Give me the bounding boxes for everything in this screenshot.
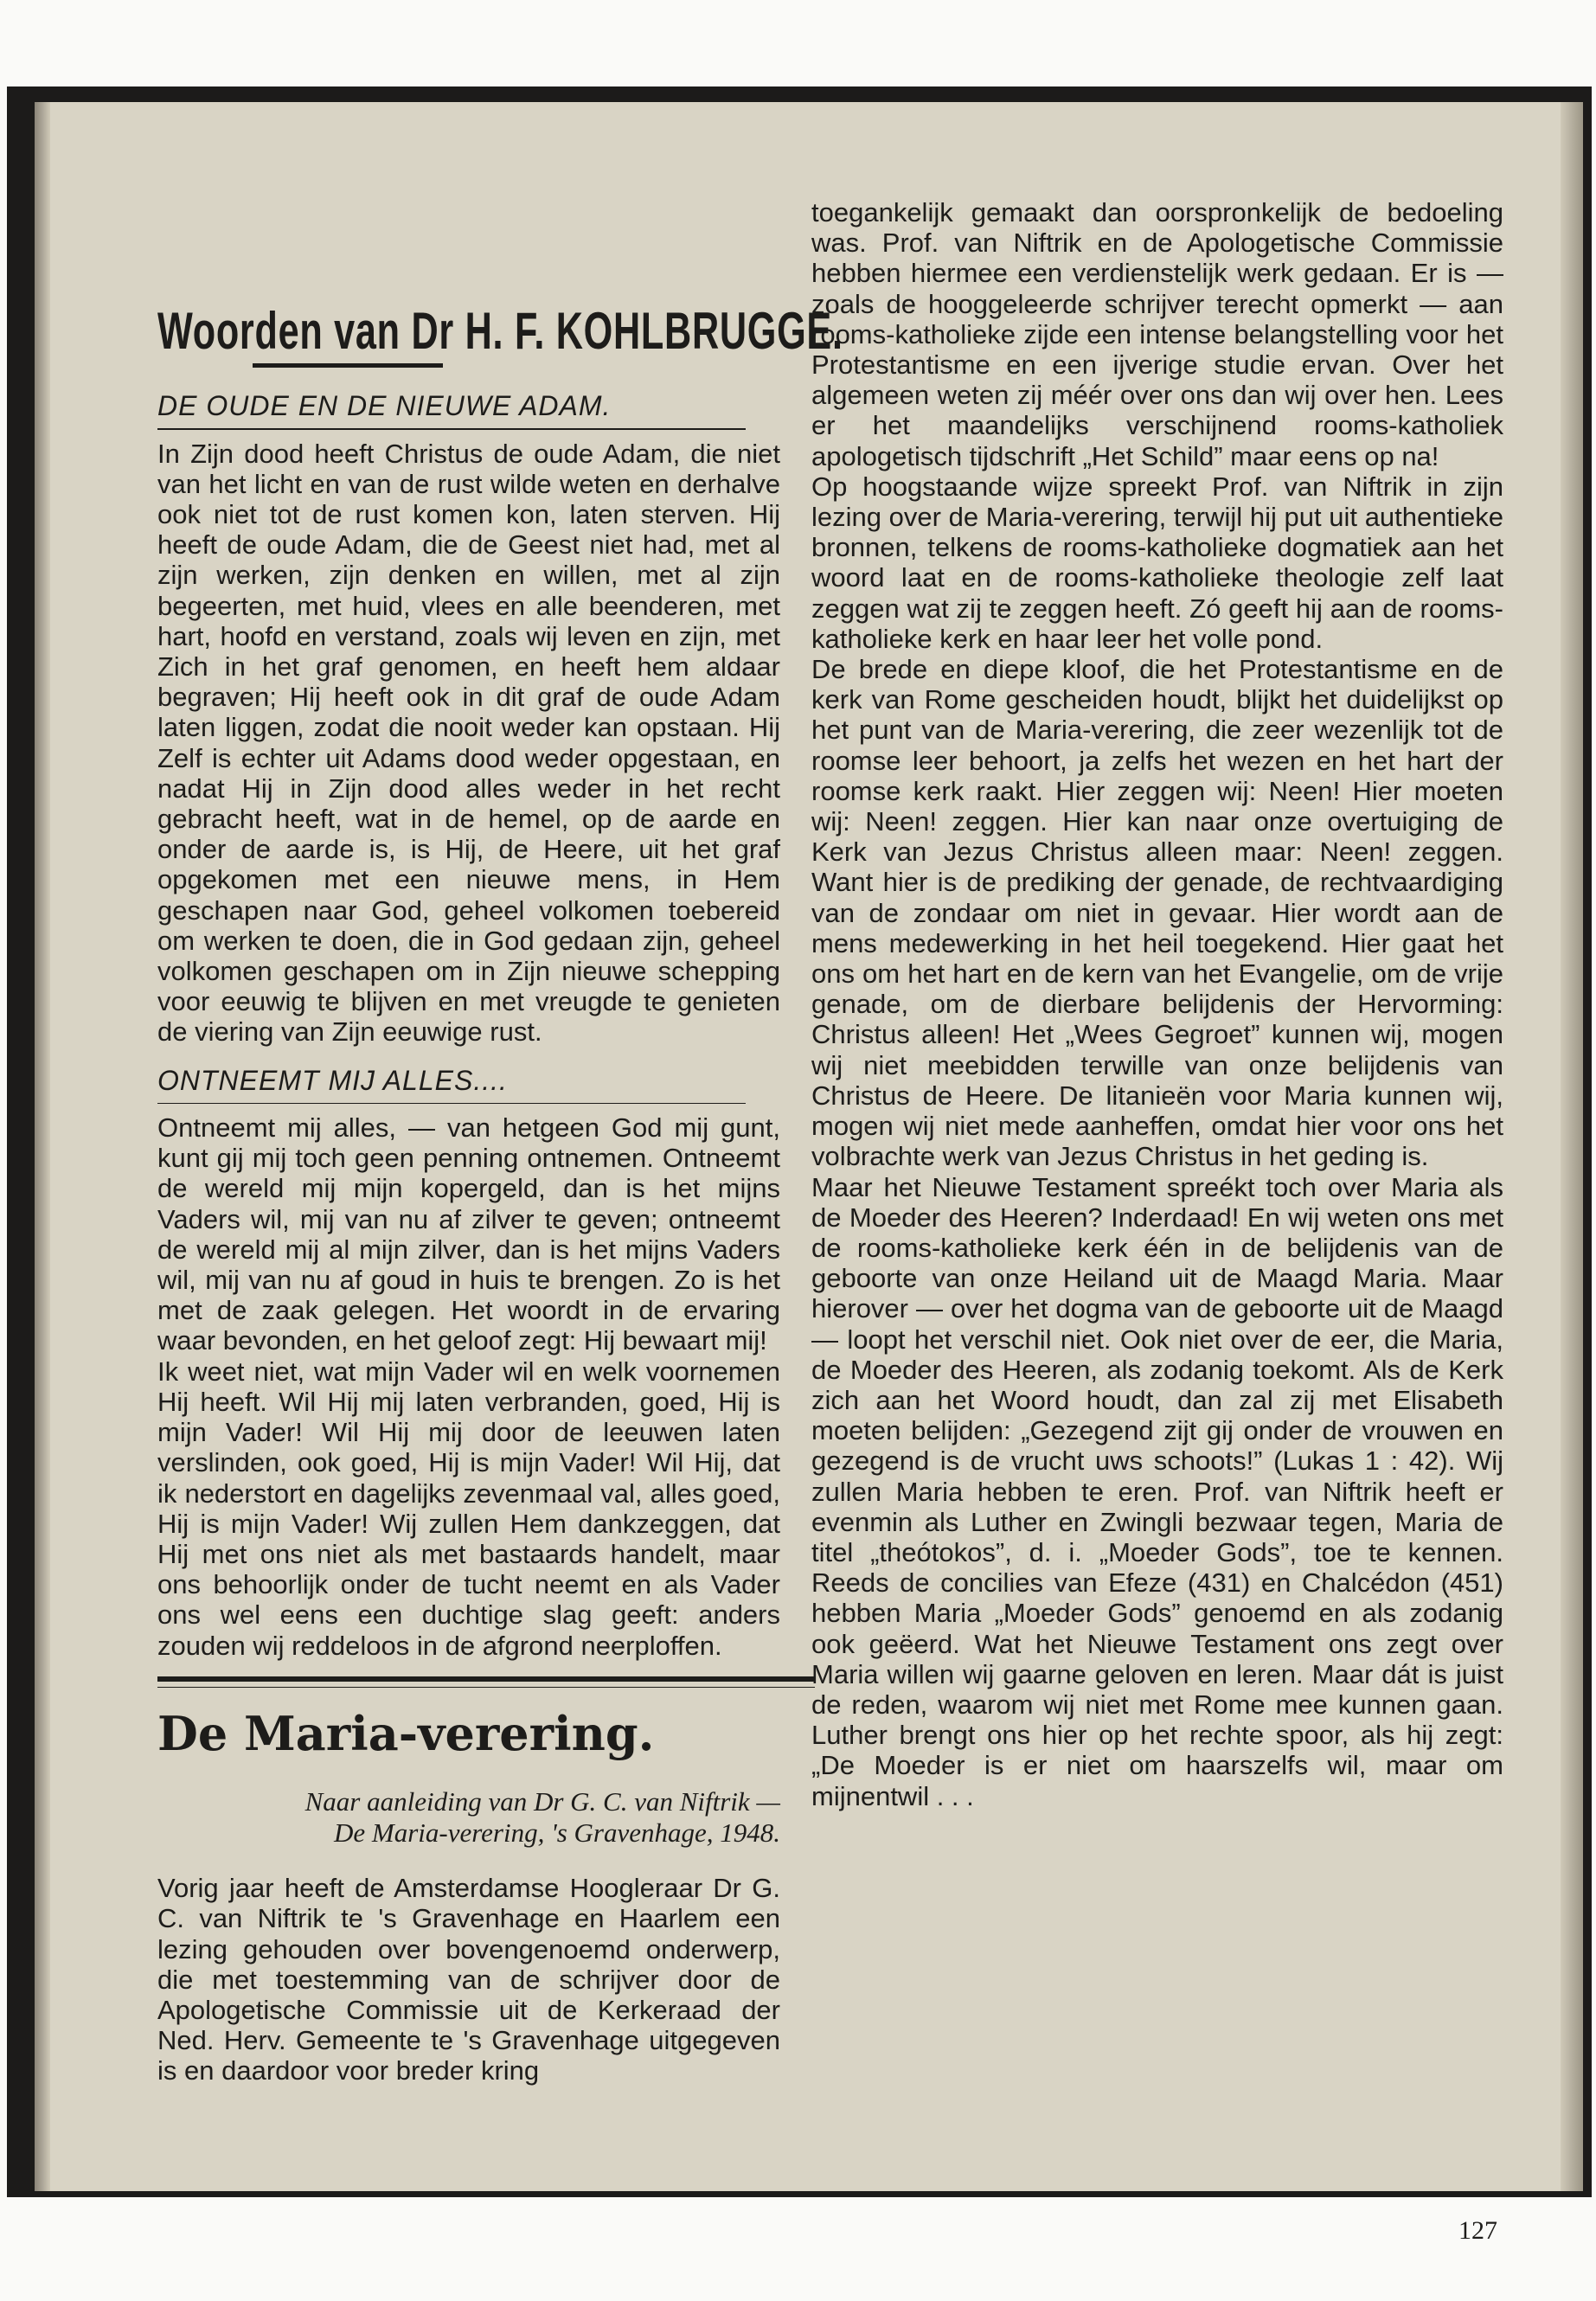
page-spine	[35, 102, 50, 2191]
page-edge	[1561, 102, 1583, 2191]
paragraph-ontneemt-1: Ontneemt mij alles, — van hetgeen God mij gunt, kunt gij mij toch geen penning ontnemen. Ontneemt de wereld mij mijn kopergeld, dan is het mijns Vaders wil, mij van nu af zilver te geven; ontneemt de wereld mij al mijn zilver, dan is het mijns Vaders wil, mij van nu af goud in huis te brengen. Zo is het met de zaak gelegen. Het woordt in de ervaring waar bevonden, en het geloof zegt: Hij bewaart mij!	[157, 1112, 780, 1356]
section-heading-oude-adam: DE OUDE EN DE NIEUWE ADAM.	[157, 390, 612, 421]
right-column	[811, 197, 1503, 1811]
article-title-maria: De Maria-verering.	[157, 1706, 655, 1762]
paragraph-right-2: Op hoogstaande wijze spreekt Prof. van Niftrik in zijn lezing over de Maria-verering, terwijl hij put uit authentieke bronnen, telkens de rooms-katholieke dogmatiek aan het woord laat en de rooms-katholieke theologie zelf laat zeggen wat zij te zeggen heeft. Zó geeft hij aan de rooms-katholieke kerk en haar leer het volle pond.	[811, 471, 1503, 654]
paragraph-right-4: Maar het Nieuwe Testament spreékt toch over Maria als de Moeder des Heeren? Inderdaad! En wij weten ons met de rooms-katholieke kerk één in de belijdenis van de geboorte van onze Heiland uit de Maagd Maria. Maar hierover — over het dogma van de geboorte uit de Maagd — loopt het verschil niet. Ook niet over de eer, die Maria, de Moeder des Heeren, als zodanig toekomt. Als de Kerk zich aan het Woord houdt, dan zal zij met Elisabeth moeten belijden: „Gezegend zijt gij onder de vrouwen en gezegend is de vrucht uws schoots!” (Lukas 1 : 42). Wij zullen Maria hebben te eren. Prof. van Niftrik heeft er evenmin als Luther en Zwingli bezwaar tegen, Maria de titel „theótokos”, d. i. „Moeder Gods”, toe te kennen. Reeds de concilies van Efeze (431) en Chalcédon (451) hebben Maria „Moeder Gods” genoemd en als zodanig ook geëerd. Wat het Nieuwe Testament ons zegt over Maria willen wij gaarne geloven en leren. Maar dát is juist de reden, waarom wij niet met Rome mee kunnen gaan. Luther brengt ons hier op het rechte spoor, als hij zegt: „De Moeder is er niet om haarszelfs wil, maar om mijnentwil . . .	[811, 1171, 1503, 1811]
source-line-1: Naar aanleiding van Dr G. C. van Niftrik —	[304, 1786, 780, 1817]
page	[35, 102, 1583, 2245]
paragraph-ontneemt-2: Ik weet niet, wat mijn Vader wil en welk voornemen Hij heeft. Wil Hij mij laten verbranden, goed, Hij is mijn Vader! Wil Hij mij door de leeuwen laten verslinden, ook goed, Hij is mijn Vader! Wil Hij, dat ik nederstort en dagelijks zevenmaal val, alles goed, Hij is mijn Vader! Wij zullen Hem dankzeggen, dat Hij met ons niet als met bastaards handelt, maar ons behoorlijk onder de tucht neemt en als Vader ons wel eens een duchtige slag geeft: anders zouden wij reddeloos in de afgrond neerploffen.	[157, 1356, 780, 1661]
section-rule	[157, 428, 746, 430]
paragraph-right-1: toegankelijk gemaakt dan oorspronkelijk de bedoeling was. Prof. van Niftrik en de Apologetische Commissie hebben hiermee een verdienstelijk werk gedaan. Er is — zoals de hooggeleerde schrijver terecht opmerkt — aan rooms-katholieke zijde een intense belangstelling voor het Protestantisme en een ijverige studie ervan. Over het algemeen weten zij méér over ons dan wij over hen. Lees er het maandelijks verschijnend rooms-katholiek apologetisch tijdschrift „Het Schild” maar eens op na!	[811, 197, 1503, 471]
paragraph-right-3: De brede en diepe kloof, die het Protestantisme en de kerk van Rome gescheiden houdt, blijkt het duidelijkst op het punt van de Maria-verering, die zeer wezenlijk tot de roomse leer behoort, ja zelfs het wezen en het hart der roomse kerk raakt. Hier zeggen wij: Neen! Hier moeten wij: Neen! zeggen. Hier kan naar onze overtuiging de Kerk van Jezus Christus alleen maar: Neen! zeggen. Want hier is de prediking der genade, de rechtvaardiging van de zondaar om niet in gevaar. Hier wordt aan de mens medewerking in het heil toegekend. Hier gaat het ons om het hart en de kern van het Evangelie, om de vrije genade, om de dierbare belijdenis der Hervorming: Christus alleen! Het „Wees Gegroet” kunnen wij, mogen wij niet meebidden terwille van onze belijdenis van Christus de Heere. De litanieën voor Maria kunnen wij, mogen wij niet mede aanheffen, omdat hier voor ons het volbrachte werk van Jezus Christus in het geding is.	[811, 654, 1503, 1172]
article-title-kohlbrugge: Woorden van Dr H. F. KOHLBRUGGE.	[157, 302, 843, 360]
article-divider-thin	[157, 1687, 815, 1689]
source-line-2: De Maria-verering, 's Gravenhage, 1948.	[333, 1817, 780, 1849]
section-rule	[157, 1103, 746, 1105]
page-number: 127	[1458, 2216, 1497, 2245]
left-column	[123, 197, 843, 2086]
section-heading-ontneemt: ONTNEEMT MIJ ALLES....	[157, 1064, 508, 1096]
paragraph-oude-adam: In Zijn dood heeft Christus de oude Adam, die niet van het licht en van de rust wilde weten en derhalve ook niet tot de rust komen kon, laten sterven. Hij heeft de oude Adam, die de Geest niet had, met al zijn werken, zijn denken en willen, met al zijn begeerten, met huid, vlees en alle beenderen, met hart, hoofd en verstand, zoals wij leven en zijn, met Zich in het graf genomen, en heeft hem aldaar begraven; Hij heeft ook in dit graf de oude Adam laten liggen, zodat die nooit weder kan opstaan. Hij Zelf is echter uit Adams dood weder opgestaan, en nadat Hij in Zijn dood alles weder in het recht gebracht heeft, wat in de hemel, op de aarde en onder de aarde is, is Hij, de Heere, uit het graf opgekomen met een nieuwe mens, in Hem geschapen naar God, geheel volkomen toebereid om werken te doen, die in God gedaan zijn, geheel volkomen geschapen om in Zijn nieuwe schepping voor eeuwig te blijven en met vreugde te genieten de viering van Zijn eeuwige rust.	[157, 438, 780, 1048]
source-citation	[157, 1786, 780, 1849]
paragraph-intro: Vorig jaar heeft de Amsterdamse Hoogleraar Dr G. C. van Niftrik te 's Gravenhage en Haarlem een lezing gehouden over bovengenoemd onderwerp, die met toestemming van de schrijver door de Apologetische Commissie uit de Kerkeraad der Ned. Herv. Gemeente te 's Gravenhage uitgegeven is en daardoor voor breder kring	[157, 1873, 780, 2086]
article-divider	[157, 1676, 815, 1682]
title-rule	[253, 363, 443, 368]
